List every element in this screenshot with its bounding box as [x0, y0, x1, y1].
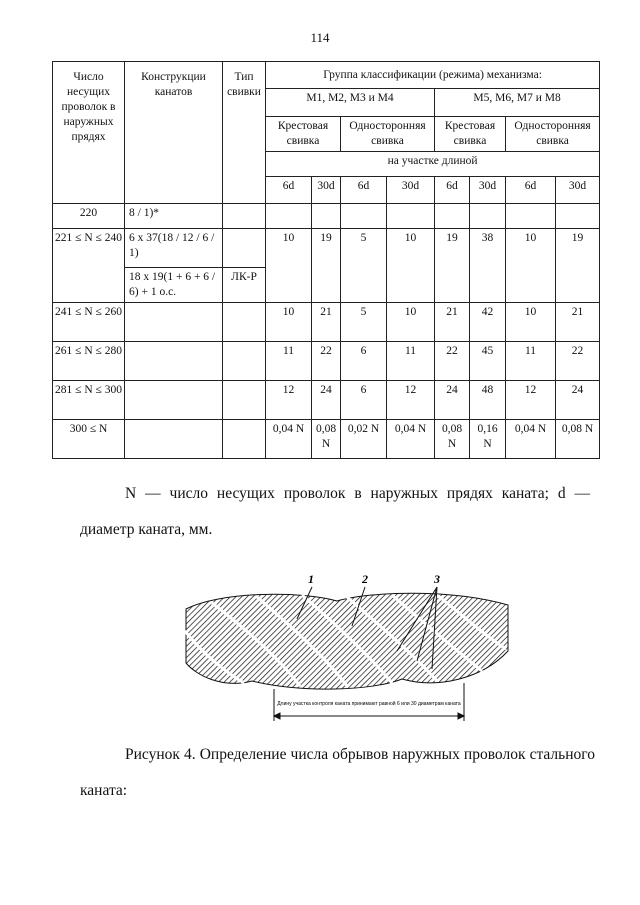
- row-value: [470, 204, 506, 229]
- row-lay: [223, 381, 266, 420]
- header-30d: 30d: [312, 177, 341, 204]
- row-construction: [125, 420, 223, 459]
- row-value: 0,08 N: [435, 420, 470, 459]
- row-n: 261 ≤ N ≤ 280: [53, 342, 125, 381]
- row-value: 0,08 N: [556, 420, 600, 459]
- table-row: [53, 420, 600, 459]
- figure-caption: Рисунок 4. Определение числа обрывов наружных проволок стального каната:: [80, 746, 595, 799]
- row-value: [435, 204, 470, 229]
- header-cross-a: Крестовая свивка: [266, 117, 341, 152]
- header-construction: Конструкции канатов: [125, 62, 223, 204]
- row-value: 24: [435, 381, 470, 420]
- row-value: 10: [387, 303, 435, 342]
- header-group-a: М1, М2, М3 и М4: [266, 89, 435, 117]
- row-value: 0,04 N: [266, 420, 312, 459]
- page-number: 114: [310, 30, 330, 45]
- rope-diagram: [182, 571, 522, 731]
- row-construction: 8 / 1)*: [125, 204, 223, 229]
- row-lay: [223, 204, 266, 229]
- row-value: 21: [435, 303, 470, 342]
- header-6d: 6d: [341, 177, 387, 204]
- table-row: [53, 303, 600, 342]
- row-value: 21: [556, 303, 600, 342]
- header-lay-type: Тип свивки: [223, 62, 266, 204]
- rope-strands: [185, 593, 508, 689]
- header-6d: 6d: [506, 177, 556, 204]
- header-6d: 6d: [435, 177, 470, 204]
- row-lay: [223, 420, 266, 459]
- row-value: 22: [435, 342, 470, 381]
- row-value: 24: [312, 381, 341, 420]
- row-construction: 18 x 19(1 + 6 + 6 / 6) + 1 о.с.: [125, 268, 223, 303]
- row-value: [341, 204, 387, 229]
- table-row: [53, 381, 600, 420]
- row-value: 19: [556, 229, 600, 303]
- row-n: 241 ≤ N ≤ 260: [53, 303, 125, 342]
- row-value: 6: [341, 342, 387, 381]
- row-value: [556, 204, 600, 229]
- table-row: [53, 229, 600, 268]
- header-length: на участке длиной: [266, 152, 600, 177]
- row-value: 12: [506, 381, 556, 420]
- header-row-1: [53, 62, 600, 89]
- row-value: 10: [266, 303, 312, 342]
- row-value: 22: [312, 342, 341, 381]
- row-value: 45: [470, 342, 506, 381]
- label-3: 3: [434, 572, 440, 586]
- header-one-sided-a: Односторонняя свивка: [341, 117, 435, 152]
- row-value: [312, 204, 341, 229]
- header-cross-b: Крестовая свивка: [435, 117, 506, 152]
- table-note: N — число несущих проволок в наружных прядях каната; d — диаметр каната, мм.: [80, 485, 590, 538]
- row-n: 300 ≤ N: [53, 420, 125, 459]
- row-value: 12: [387, 381, 435, 420]
- row-value: 12: [266, 381, 312, 420]
- row-value: 0,04 N: [387, 420, 435, 459]
- header-30d: 30d: [470, 177, 506, 204]
- row-lay: [223, 342, 266, 381]
- row-value: 42: [470, 303, 506, 342]
- row-n: 220: [53, 204, 125, 229]
- row-value: 48: [470, 381, 506, 420]
- row-construction: 6 x 37(18 / 12 / 6 / 1): [125, 229, 223, 268]
- row-value: 11: [266, 342, 312, 381]
- row-value: 6: [341, 381, 387, 420]
- header-30d: 30d: [387, 177, 435, 204]
- table-row: [53, 342, 600, 381]
- row-value: [387, 204, 435, 229]
- row-value: 5: [341, 229, 387, 303]
- header-group: Группа классификации (режима) механизма:: [266, 62, 600, 89]
- header-6d: 6d: [266, 177, 312, 204]
- row-lay: [223, 303, 266, 342]
- row-value: 0,04 N: [506, 420, 556, 459]
- row-value: 10: [506, 229, 556, 303]
- row-lay: [223, 229, 266, 268]
- row-value: 38: [470, 229, 506, 303]
- row-value: 10: [266, 229, 312, 303]
- row-value: [506, 204, 556, 229]
- row-value: 0,02 N: [341, 420, 387, 459]
- row-construction: [125, 303, 223, 342]
- row-n: 281 ≤ N ≤ 300: [53, 381, 125, 420]
- row-value: 0,16 N: [470, 420, 506, 459]
- row-value: 21: [312, 303, 341, 342]
- row-lay: ЛК-Р: [223, 268, 266, 303]
- row-value: 5: [341, 303, 387, 342]
- row-n: 221 ≤ N ≤ 240: [53, 229, 125, 303]
- row-construction: [125, 342, 223, 381]
- row-value: 11: [387, 342, 435, 381]
- header-one-sided-b: Односторонняя свивка: [506, 117, 600, 152]
- row-value: 24: [556, 381, 600, 420]
- row-value: 11: [506, 342, 556, 381]
- row-value: 10: [506, 303, 556, 342]
- dimension-text: Длину участка контроля каната принимают равной 6 или 30 диаметрам каната: [277, 701, 461, 707]
- label-1: 1: [308, 572, 314, 586]
- row-value: 10: [387, 229, 435, 303]
- table-row: [53, 204, 600, 229]
- row-value: 22: [556, 342, 600, 381]
- row-construction: [125, 381, 223, 420]
- row-value: [266, 204, 312, 229]
- label-2: 2: [362, 572, 368, 586]
- header-group-b: М5, М6, М7 и М8: [435, 89, 600, 117]
- header-30d: 30d: [556, 177, 600, 204]
- row-value: 19: [312, 229, 341, 303]
- rope-table: [52, 61, 600, 459]
- row-value: 0,08 N: [312, 420, 341, 459]
- row-value: 19: [435, 229, 470, 303]
- header-wires: Число несущих проволок в наружных прядях: [53, 62, 125, 204]
